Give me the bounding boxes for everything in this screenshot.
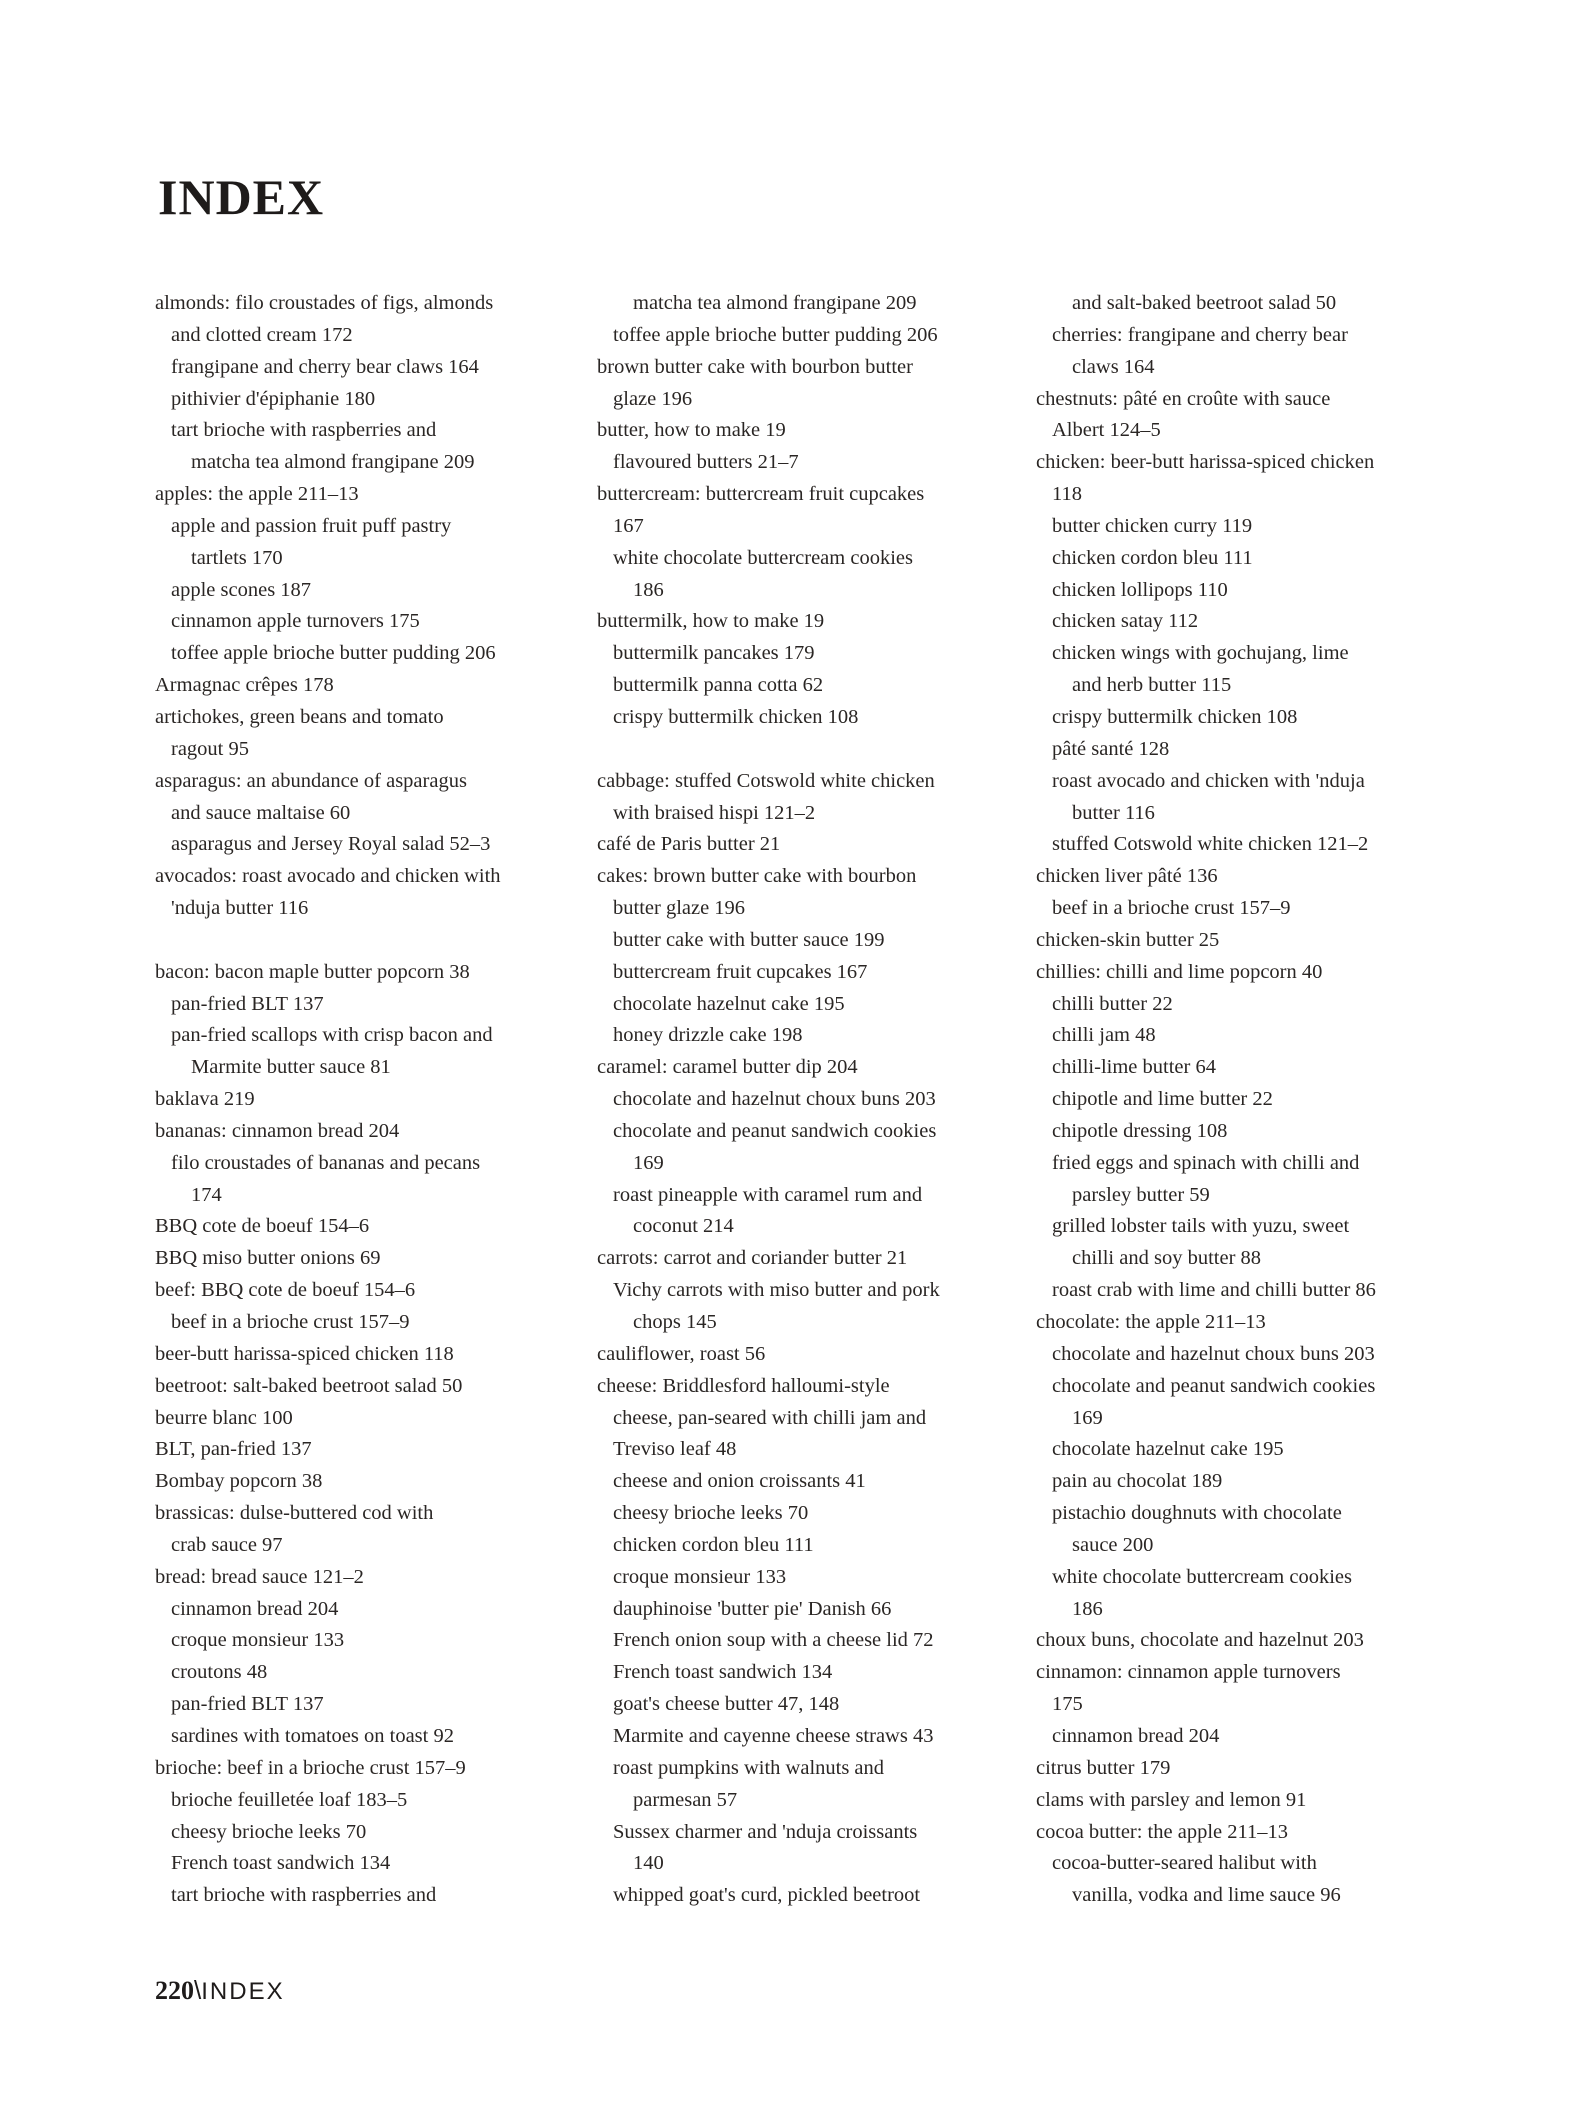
footer-label: INDEX [201,1978,285,2005]
index-entry: French toast sandwich 134 [613,1661,833,1684]
index-entry: Marmite butter sauce 81 [191,1056,391,1079]
index-entry: and herb butter 115 [1072,674,1232,697]
index-entry: Bombay popcorn 38 [155,1470,323,1493]
index-entry: 140 [633,1852,664,1875]
index-entry: pan-fried BLT 137 [171,1693,324,1716]
index-entry: beef in a brioche crust 157–9 [1052,897,1291,920]
index-entry: caramel: caramel butter dip 204 [597,1056,858,1079]
index-entry: fried eggs and spinach with chilli and [1052,1151,1360,1174]
index-entry: honey drizzle cake 198 [613,1024,803,1047]
index-entry: roast avocado and chicken with 'nduja [1052,769,1365,792]
index-entry: brassicas: dulse-buttered cod with [155,1502,434,1525]
index-entry: asparagus: an abundance of asparagus [155,769,467,792]
index-entry: white chocolate buttercream cookies [1052,1565,1352,1588]
index-entry: whipped goat's curd, pickled beetroot [613,1884,921,1907]
index-entry: 186 [633,578,664,601]
index-entry: café de Paris butter 21 [597,833,781,856]
index-entry: chops 145 [633,1311,717,1333]
index-spacer [597,734,1029,766]
index-entry: 186 [1072,1597,1103,1620]
index-entry: claws 164 [1072,355,1155,378]
index-entry: chocolate and hazelnut choux buns 203 [613,1088,936,1111]
index-entry: carrots: carrot and coriander butter 21 [597,1247,908,1270]
index-entry: chicken: beer-butt harissa-spiced chicken [1036,451,1375,474]
index-entry: French onion soup with a cheese lid 72 [613,1629,934,1652]
index-entry: brioche feuilletée loaf 183–5 [171,1788,408,1811]
index-entry: sardines with tomatoes on toast 92 [171,1724,454,1747]
index-entry: cinnamon apple turnovers 175 [171,610,420,633]
index-entry: buttercream fruit cupcakes 167 [613,960,868,983]
index-entry: 175 [1052,1693,1083,1716]
index-entry: roast pumpkins with walnuts and [613,1756,885,1779]
index-entry: chestnuts: pâté en croûte with sauce [1036,387,1331,410]
index-entry: chicken wings with gochujang, lime [1052,642,1349,665]
index-entry: buttercream: buttercream fruit cupcakes [597,483,925,506]
index-entry: artichokes, green beans and tomato [155,705,444,728]
index-column-1 [155,288,587,1912]
index-entry: chocolate hazelnut cake 195 [1052,1438,1284,1461]
index-entry: choux buns, chocolate and hazelnut 203 [1036,1629,1364,1652]
index-entry: French toast sandwich 134 [171,1852,391,1875]
index-entry: roast crab with lime and chilli butter 86 [1052,1279,1376,1302]
index-entry: toffee apple brioche butter pudding 206 [613,323,938,346]
index-entry: cinnamon bread 204 [171,1597,339,1620]
index-entry: cauliflower, roast 56 [597,1342,766,1365]
index-entry: buttermilk pancakes 179 [613,642,815,665]
index-entry: filo croustades of bananas and pecans [171,1151,481,1174]
index-entry: citrus butter 179 [1036,1756,1171,1779]
index-column-2 [597,288,1029,1912]
index-entry: white chocolate buttercream cookies [613,546,913,569]
page-number: 220 [155,1976,194,2005]
index-entry: cheesy brioche leeks 70 [613,1502,809,1525]
index-entry: chicken satay 112 [1052,610,1199,633]
index-entry: apple scones 187 [171,578,312,601]
index-entry: cinnamon bread 204 [1052,1724,1220,1747]
index-entry: parsley butter 59 [1072,1183,1210,1206]
index-entry: buttermilk panna cotta 62 [613,674,824,697]
index-entry: 'nduja butter 116 [171,897,309,920]
index-entry: croutons 48 [171,1661,268,1684]
index-entry: butter 116 [1072,801,1155,824]
index-entry: cocoa-butter-seared halibut with [1052,1852,1317,1875]
index-entry: 169 [1072,1406,1103,1429]
index-entry: butter glaze 196 [613,897,746,920]
index-entry: matcha tea almond frangipane 209 [191,451,475,474]
index-entry: cocoa butter: the apple 211–13 [1036,1820,1288,1843]
index-entry: cheesy brioche leeks 70 [171,1820,367,1843]
index-entry: chilli jam 48 [1052,1024,1156,1047]
index-entry: with braised hispi 121–2 [613,801,816,824]
index-entry: chilli butter 22 [1052,992,1173,1015]
index-entry: chocolate and peanut sandwich cookies [613,1119,937,1142]
index-entry: crab sauce 97 [171,1533,283,1556]
page-footer [155,1975,285,2006]
index-entry: chicken cordon bleu 111 [1052,546,1253,569]
index-entry: pain au chocolat 189 [1052,1470,1223,1493]
index-entry: chilli-lime butter 64 [1052,1056,1216,1079]
index-entry: chocolate hazelnut cake 195 [613,992,845,1015]
index-entry: pithivier d'épiphanie 180 [171,387,376,410]
index-entry: ragout 95 [171,737,249,760]
index-entry: BBQ cote de boeuf 154–6 [155,1215,370,1238]
index-entry: cabbage: stuffed Cotswold white chicken [597,769,935,792]
index-entry: tart brioche with raspberries and [171,419,437,442]
index-entry: cheese and onion croissants 41 [613,1470,866,1493]
index-entry: cakes: brown butter cake with bourbon [597,865,917,888]
index-entry: 169 [633,1151,664,1174]
index-entry: flavoured butters 21–7 [613,451,799,474]
index-entry: apples: the apple 211–13 [155,483,359,506]
index-entry: tart brioche with raspberries and [171,1884,437,1907]
index-entry: grilled lobster tails with yuzu, sweet [1052,1215,1350,1238]
index-entry: pâté santé 128 [1052,737,1170,760]
index-entry: 174 [191,1183,222,1206]
index-entry: butter, how to make 19 [597,419,786,442]
index-entry: chillies: chilli and lime popcorn 40 [1036,960,1323,983]
index-entry: beef in a brioche crust 157–9 [171,1311,410,1333]
index-entry: brown butter cake with bourbon butter [597,355,913,378]
footer-separator: \ [194,1975,202,2005]
index-entry: and clotted cream 172 [171,323,353,346]
index-entry: Treviso leaf 48 [613,1438,737,1461]
index-entry: parmesan 57 [633,1788,738,1811]
index-spacer [155,925,587,957]
index-entry: beer-butt harissa-spiced chicken 118 [155,1342,454,1365]
index-entry: pan-fried BLT 137 [171,992,324,1015]
index-entry: brioche: beef in a brioche crust 157–9 [155,1756,466,1779]
index-entry: apple and passion fruit puff pastry [171,514,452,537]
index-entry: crispy buttermilk chicken 108 [613,705,859,728]
page-title: INDEX [158,169,325,225]
index-entry: beurre blanc 100 [155,1406,293,1429]
index-entry: clams with parsley and lemon 91 [1036,1788,1307,1811]
index-entry: matcha tea almond frangipane 209 [633,292,917,314]
index-column-3 [1036,288,1468,1912]
index-entry: almonds: filo croustades of figs, almonds [155,292,494,314]
index-entry: chocolate: the apple 211–13 [1036,1311,1266,1333]
index-entry: chilli and soy butter 88 [1072,1247,1262,1270]
index-entry: bread: bread sauce 121–2 [155,1565,364,1588]
index-entry: chipotle dressing 108 [1052,1119,1228,1142]
index-entry: bananas: cinnamon bread 204 [155,1119,400,1142]
index-entry: and sauce maltaise 60 [171,801,351,824]
index-entry: toffee apple brioche butter pudding 206 [171,642,496,665]
index-entry: dauphinoise 'butter pie' Danish 66 [613,1597,892,1620]
index-entry: avocados: roast avocado and chicken with [155,865,501,888]
index-entry: BBQ miso butter onions 69 [155,1247,381,1270]
index-entry: stuffed Cotswold white chicken 121–2 [1052,833,1369,856]
index-entry: croque monsieur 133 [171,1629,345,1652]
index-entry: Marmite and cayenne cheese straws 43 [613,1724,934,1747]
index-entry: tartlets 170 [191,546,283,569]
index-entry: chicken cordon bleu 111 [613,1533,814,1556]
index-entry: buttermilk, how to make 19 [597,610,825,633]
index-entry: Vichy carrots with miso butter and pork [613,1279,940,1302]
index-entry: chicken liver pâté 136 [1036,865,1218,888]
index-entry: glaze 196 [613,387,693,410]
index-entry: 167 [613,514,644,537]
index-entry: pistachio doughnuts with chocolate [1052,1502,1342,1525]
index-entry: baklava 219 [155,1088,255,1111]
index-entry: frangipane and cherry bear claws 164 [171,355,479,378]
index-entry: crispy buttermilk chicken 108 [1052,705,1298,728]
index-entry: butter chicken curry 119 [1052,514,1253,537]
index-entry: Armagnac crêpes 178 [155,674,334,697]
index-entry: roast pineapple with caramel rum and [613,1183,923,1206]
index-entry: chipotle and lime butter 22 [1052,1088,1273,1111]
index-entry: BLT, pan-fried 137 [155,1438,312,1461]
index-entry: 118 [1052,483,1082,506]
index-entry: asparagus and Jersey Royal salad 52–3 [171,833,491,856]
index-entry: and salt-baked beetroot salad 50 [1072,292,1337,314]
index-entry: croque monsieur 133 [613,1565,787,1588]
index-entry: chocolate and peanut sandwich cookies [1052,1374,1376,1397]
index-entry: Albert 124–5 [1052,419,1161,442]
index-entry: beetroot: salt-baked beetroot salad 50 [155,1374,463,1397]
index-entry: butter cake with butter sauce 199 [613,928,885,951]
index-entry: bacon: bacon maple butter popcorn 38 [155,960,470,983]
index-entry: pan-fried scallops with crisp bacon and [171,1024,493,1047]
index-entry: Sussex charmer and 'nduja croissants [613,1820,918,1843]
index-entry: coconut 214 [633,1215,734,1238]
index-entry: sauce 200 [1072,1533,1154,1556]
index-entry: cinnamon: cinnamon apple turnovers [1036,1661,1341,1684]
index-entry: cheese, pan-seared with chilli jam and [613,1406,927,1429]
index-entry: vanilla, vodka and lime sauce 96 [1072,1884,1341,1907]
index-entry: cheese: Briddlesford halloumi-style [597,1374,890,1397]
index-entry: beef: BBQ cote de boeuf 154–6 [155,1279,416,1302]
index-entry: goat's cheese butter 47, 148 [613,1693,840,1716]
index-entry: chocolate and hazelnut choux buns 203 [1052,1342,1375,1365]
index-entry: cherries: frangipane and cherry bear [1052,323,1348,346]
index-entry: chicken-skin butter 25 [1036,928,1220,951]
index-entry: chicken lollipops 110 [1052,578,1228,601]
